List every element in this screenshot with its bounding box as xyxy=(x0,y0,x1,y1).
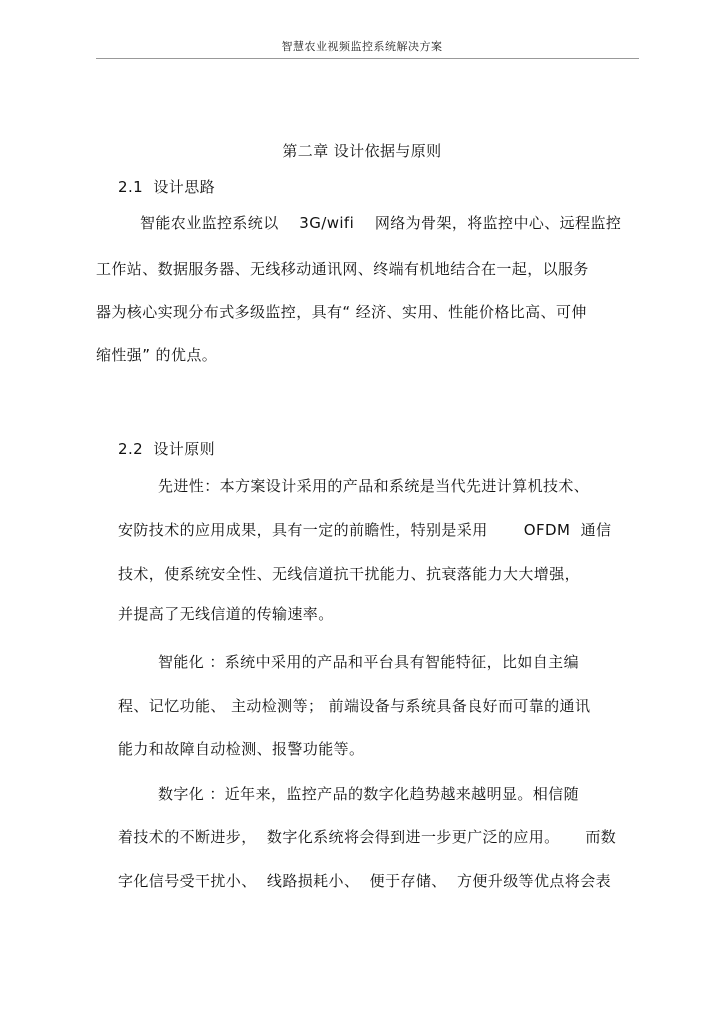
section-2-1-heading: 2.1 设计思路 xyxy=(118,178,215,196)
paragraph-line: 数字化 ：近年来，监控产品的数字化趋势越来越明显。相信随 xyxy=(158,785,579,803)
section-2-2-heading: 2.2 设计原则 xyxy=(118,440,215,458)
paragraph-line: 智能化 ：系统中采用的产品和平台具有智能特征，比如自主编 xyxy=(158,653,579,671)
paragraph-line: 程、记忆功能、 主动检测等； 前端设备与系统具备良好而可靠的通讯 xyxy=(118,697,591,715)
paragraph-line: 先进性：本方案设计采用的产品和系统是当代先进计算机技术、 xyxy=(158,477,590,495)
paragraph-line: 并提高了无线信道的传输速率。 xyxy=(118,605,334,623)
page-header-title: 智慧农业视频监控系统解决方案 xyxy=(281,40,443,53)
paragraph-line: 字化信号受干扰小、 线路损耗小、 便于存储、 方便升级等优点将会表 xyxy=(118,872,612,890)
paragraph-line: 智能农业监控系统以 3G/wifi 网络为骨架，将监控中心、远程监控 xyxy=(140,214,622,232)
chapter-title: 第二章 设计依据与原则 xyxy=(282,142,442,160)
paragraph-line: 器为核心实现分布式多级监控，具有“ 经济、实用、性能价格比高、可伸 xyxy=(96,303,587,321)
paragraph-line: 着技术的不断进步， 数字化系统将会得到进一步更广泛的应用。 而数 xyxy=(118,828,617,846)
paragraph-line: 能力和故障自动检测、报警功能等。 xyxy=(118,740,365,758)
paragraph-line: 工作站、数据服务器、无线移动通讯网、终端有机地结合在一起，以服务 xyxy=(96,260,589,278)
header-rule xyxy=(96,58,639,59)
paragraph-line: 技术，使系统安全性、无线信道抗干扰能力、抗衰落能力大大增强， xyxy=(118,565,581,583)
paragraph-line: 安防技术的应用成果，具有一定的前瞻性，特别是采用 OFDM 通信 xyxy=(118,521,612,539)
paragraph-line: 缩性强” 的优点。 xyxy=(96,346,218,364)
